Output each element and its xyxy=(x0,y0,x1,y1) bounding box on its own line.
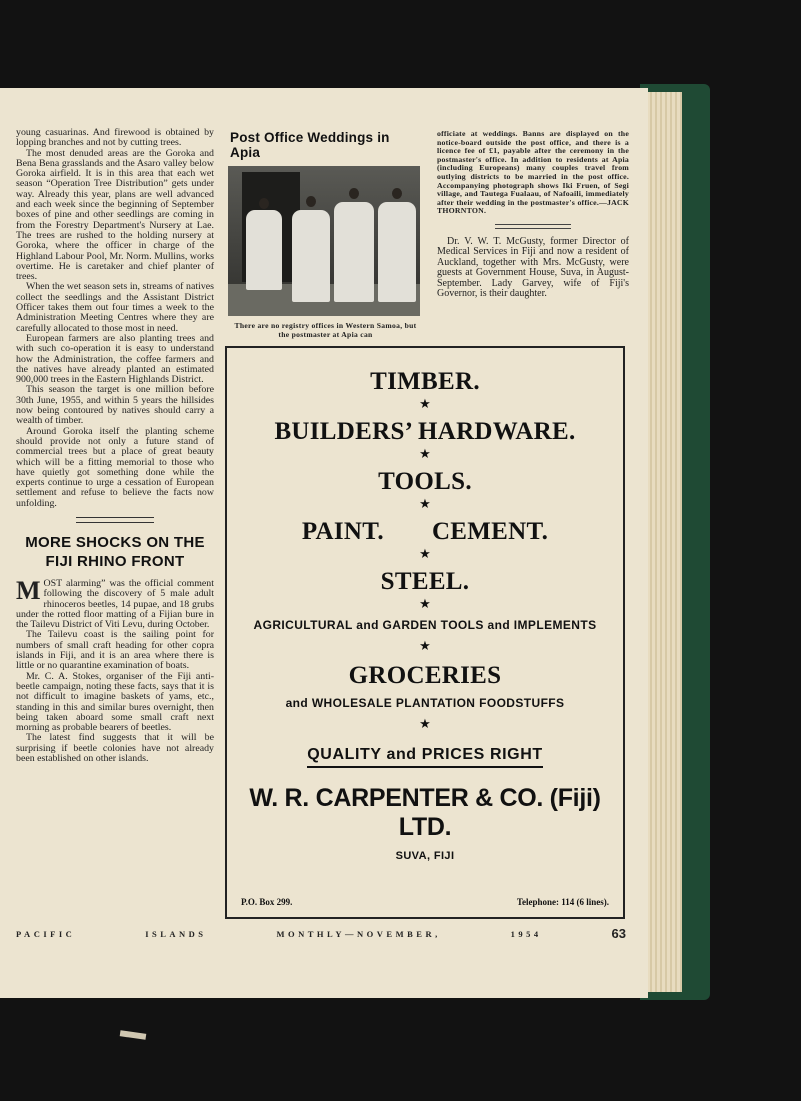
ad-line-steel: STEEL. xyxy=(380,568,470,595)
carpenter-advertisement xyxy=(225,346,625,919)
paragraph: The most denuded areas are the Goroka and Bena Bena grasslands and the Asaro valley below Goroka airfield. It is in this area that each wet season “Operation Tree Distribution” gets under way. Already this year, plans are well advanced and each week since the beginning of September boxes of pine and other seedlings are coming in from the Forestry Department's Nursery at Lae. The trees are rushed to the holding nursery at Goroka, where the officer in charge of the Highland Labour Pool, Mr. Norm. Mullins, works overtime. He is caretaker and chief planter of trees. xyxy=(16,147,214,283)
paragraph: European farmers are also planting trees and with such co-operation it is easy to understand how the Administration, the coffee farmers and the natives have already planted an estimated 900,000 trees in the Eastern Highlands District. xyxy=(16,332,214,386)
paragraph: young casuarinas. And firewood is obtained by lopping branches and not by cutting trees. xyxy=(16,127,214,149)
star-icon: ★ xyxy=(419,546,431,561)
ad-line-groceries: GROCERIES xyxy=(348,662,502,689)
ad-telephone: Telephone: 114 (6 lines). xyxy=(516,897,609,907)
ad-city: SUVA, FIJI xyxy=(395,850,455,862)
post-office-article xyxy=(228,130,423,339)
ad-line-tools: TOOLS. xyxy=(378,468,472,495)
ad-company-name: W. R. CARPENTER & CO. (Fiji) LTD. xyxy=(249,784,601,841)
footer-year: 1954 xyxy=(510,928,542,939)
ad-contact xyxy=(241,897,609,907)
ad-cement: CEMENT. xyxy=(431,518,549,545)
star-icon: ★ xyxy=(419,638,431,653)
ad-line-wholesale: and WHOLESALE PLANTATION FOODSTUFFS xyxy=(285,696,565,710)
wedding-photograph xyxy=(228,166,420,316)
article-lead xyxy=(16,575,214,631)
article-heading xyxy=(16,533,214,571)
footer-pacific: PACIFIC xyxy=(16,928,76,939)
ad-line-paint-cement xyxy=(227,518,623,546)
paragraph: Dr. V. W. T. McGusty, former Director of Medical Services in Fiji and now a resident of Auckland, together with Mrs. McGusty, were guests at Government House, Suva, in August-September. Lady Garvey, wife of Fiji's Governor, is their daughter. xyxy=(437,235,629,299)
star-icon: ★ xyxy=(419,396,431,411)
news-item xyxy=(437,237,629,299)
ad-line-agricultural: AGRICULTURAL and GARDEN TOOLS and IMPLEMENTS xyxy=(253,618,597,632)
star-icon: ★ xyxy=(419,716,431,731)
left-column xyxy=(16,128,214,764)
magazine-page xyxy=(0,88,648,998)
drop-cap: M xyxy=(16,575,41,605)
section-divider xyxy=(495,224,571,229)
paragraph: When the wet season sets in, streams of natives collect the seedlings and the Assistant District Officer takes them out four times a week to the Administration Meeting Centres where they are carefully allocated to those most in need. xyxy=(16,281,214,334)
footer-islands: ISLANDS xyxy=(145,928,207,939)
footer-monthly: MONTHLY—NOVEMBER, xyxy=(276,928,441,939)
star-icon: ★ xyxy=(419,596,431,611)
ad-line-timber: TIMBER. xyxy=(370,368,480,395)
paragraph: The Tailevu coast is the sailing point for numbers of small craft heading for other copra islands in Fiji, and it is an area where there is little or no quarantine examination of boats. xyxy=(16,629,214,672)
star-icon: ★ xyxy=(419,496,431,511)
heading-line-1: MORE SHOCKS ON THE xyxy=(25,533,205,551)
ad-paint: PAINT. xyxy=(301,518,384,545)
page-number: 63 xyxy=(611,926,626,941)
article-continuation: officiate at weddings. Banns are displayed on the notice-board outside the post office, and there is a licence fee of £1, payable after the ceremony in the postmaster's office. In addition to residents at Apia (including Europeans) many couples travel from outlying districts to be married in the post office. Accompanying photograph shows Iki Fruen, of Segi village, and Tautega Fualaau, of Nafoaili, immediately after their wedding in the postmaster's office.—JACK THORNTON. xyxy=(437,129,629,216)
page-footer xyxy=(16,926,626,941)
photo-caption: There are no registry offices in Western Samoa, but the postmaster at Apia can xyxy=(234,321,417,339)
paragraph: This season the target is one million before 30th June, 1955, and within 5 years the hillsides now being contoured by natives should carry a wealth of timber. xyxy=(16,384,214,427)
ad-quality: QUALITY and PRICES RIGHT xyxy=(307,746,542,768)
paragraph: The latest find suggests that it will be surprising if beetle colonies have not already been established on other islands. xyxy=(16,732,214,765)
paragraph: Mr. C. A. Stokes, organiser of the Fiji anti-beetle campaign, noting these facts, says that it is not difficult to imagine baskets of yams, etc., standing in this and similar bures overnight, then being taken aboard some small craft next morning as probable bearers of beetles. xyxy=(16,670,214,734)
ad-line-hardware: BUILDERS’ HARDWARE. xyxy=(274,418,576,445)
ad-pobox: P.O. Box 299. xyxy=(241,897,293,907)
article-title: Post Office Weddings in Apia xyxy=(230,130,390,160)
heading-line-2: FIJI RHINO FRONT xyxy=(45,552,185,570)
paragraph: Around Goroka itself the planting scheme should provide not only a future stand of commercial trees but a place of great beauty which will be a fitting memorial to those who have quietly got something done while the experts continue to urge a cessation of European settlement and refuse to believe the facts now unfolding. xyxy=(16,425,214,509)
star-icon: ★ xyxy=(419,446,431,461)
section-divider xyxy=(76,517,154,523)
right-column xyxy=(437,130,629,299)
lead-text: OST alarming” was the official comment following the discovery of 5 male adult rhinoceros beetles, 14 pupae, and 18 grubs under the rotted floor matting of a Fijian bure in the Tailevu District of Viti Levu, during October. xyxy=(16,577,214,631)
